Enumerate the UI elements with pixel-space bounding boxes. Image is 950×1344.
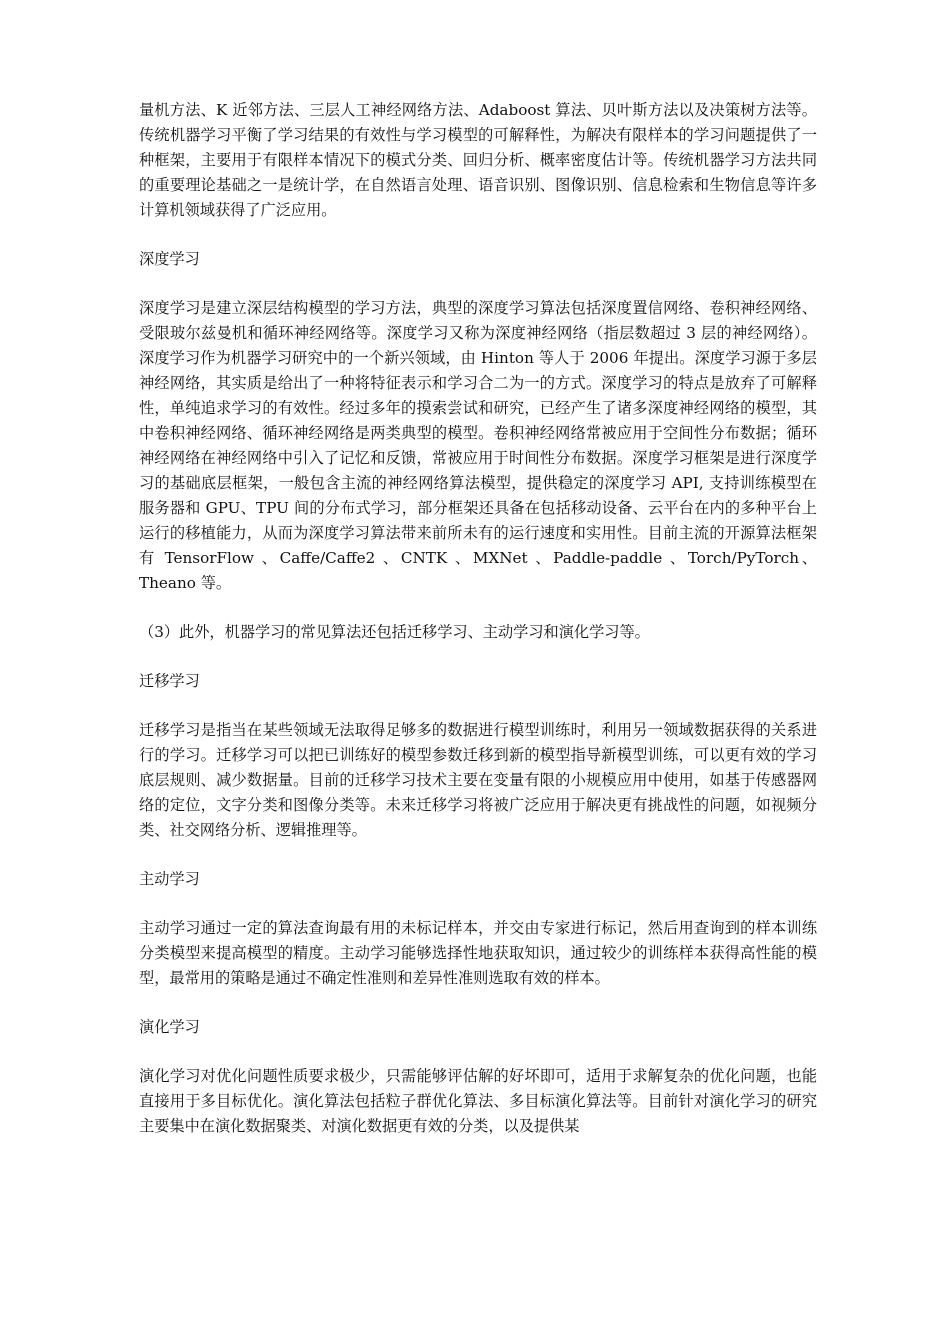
paragraph-other-algorithms: （3）此外，机器学习的常见算法还包括迁移学习、主动学习和演化学习等。 <box>139 623 650 641</box>
heading-active-learning: 主动学习 <box>139 870 200 888</box>
paragraph-active-learning: 主动学习通过一定的算法查询最有用的未标记样本，并交由专家进行标记，然后用查询到的样本训练分类模型来提高模型的精度。主动学习能够选择性地获取知识，通过较少的训练样本获得高性能的模型，最常用的策略是通过不确定性准则和差异性准则选取有效的样本。 <box>139 919 817 987</box>
heading-evolutionary-learning: 演化学习 <box>139 1018 200 1036</box>
heading-deep-learning: 深度学习 <box>139 250 200 268</box>
document-page <box>139 98 817 1163</box>
paragraph-evolutionary-learning: 演化学习对优化问题性质要求极少，只需能够评估解的好坏即可，适用于求解复杂的优化问题，也能直接用于多目标优化。演化算法包括粒子群优化算法、多目标演化算法等。目前针对演化学习的研究主要集中在演化数据聚类、对演化数据更有效的分类，以及提供某 <box>139 1067 817 1135</box>
paragraph-transfer-learning: 迁移学习是指当在某些领域无法取得足够多的数据进行模型训练时，利用另一领域数据获得的关系进行的学习。迁移学习可以把已训练好的模型参数迁移到新的模型指导新模型训练，可以更有效的学习底层规则、减少数据量。目前的迁移学习技术主要在变量有限的小规模应用中使用，如基于传感器网络的定位，文字分类和图像分类等。未来迁移学习将被广泛应用于解决更有挑战性的问题，如视频分类、社交网络分析、逻辑推理等。 <box>139 721 817 839</box>
paragraph-deep-learning: 深度学习是建立深层结构模型的学习方法，典型的深度学习算法包括深度置信网络、卷积神经网络、受限玻尔兹曼机和循环神经网络等。深度学习又称为深度神经网络（指层数超过 3 层的神经网络）。深度学习作为机器学习研究中的一个新兴领域，由 Hinton 等人于 2006 年提出。深度学习源于多层神经网络，其实质是给出了一种将特征表示和学习合二为一的方式。深度学习的特点是放弃了可解释性，单纯追求学习的有效性。经过多年的摸索尝试和研究，已经产生了诸多深度神经网络的模型，其中卷积神经网络、循环神经网络是两类典型的模型。卷积神经网络常被应用于空间性分布数据；循环神经网络在神经网络中引入了记忆和反馈，常被应用于时间性分布数据。深度学习框架是进行深度学习的基础底层框架，一般包含主流的神经网络算法模型，提供稳定的深度学习 API, 支持训练模型在服务器和 GPU、TPU 间的分布式学习，部分框架还具备在包括移动设备、云平台在内的多种平台上运行的移植能力，从而为深度学习算法带来前所未有的运行速度和实用性。目前主流的开源算法框架有 TensorFlow 、Caffe/Caffe2 、CNTK 、MXNet 、Paddle-paddle 、Torch/PyTorch、Theano 等。 <box>139 299 817 592</box>
heading-transfer-learning: 迁移学习 <box>139 672 200 690</box>
paragraph-traditional-ml: 量机方法、K 近邻方法、三层人工神经网络方法、Adaboost 算法、贝叶斯方法以及决策树方法等。传统机器学习平衡了学习结果的有效性与学习模型的可解释性，为解决有限样本的学习问题提供了一种框架，主要用于有限样本情况下的模式分类、回归分析、概率密度估计等。传统机器学习方法共同的重要理论基础之一是统计学，在自然语言处理、语音识别、图像识别、信息检索和生物信息等许多计算机领域获得了广泛应用。 <box>139 101 817 219</box>
